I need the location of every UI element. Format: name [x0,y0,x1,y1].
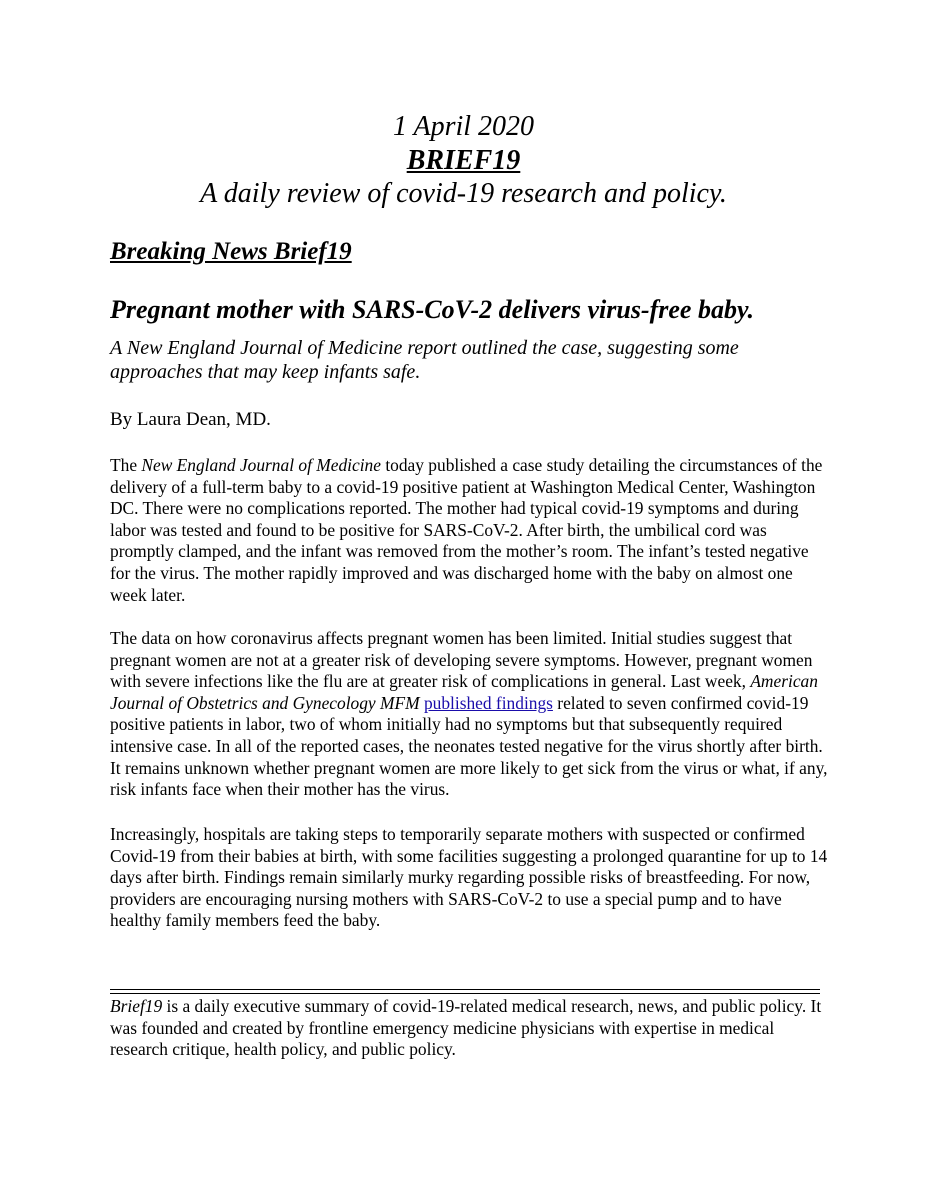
journal-name: American Journal of Obstetrics and Gynecology MFM [110,671,818,713]
article-deck: A New England Journal of Medicine report outlined the case, suggesting some approaches that may keep infants safe. [110,337,739,383]
paragraph-text: The data on how coronavirus affects pregnant women has been limited. Initial studies suggest that pregnant women are not at a greater risk of developing severe symptoms. However, pregnant women with severe infections like the flu are at greater risk of complications in general. Last week, [110,628,813,692]
journal-name: New England Journal of Medicine [141,455,381,475]
article-paragraph-2 [110,628,830,801]
footer-divider [110,989,820,990]
publication-tagline: A daily review of covid-19 research and policy. [200,178,727,209]
footer-divider [110,993,820,994]
footer-brand: Brief19 [110,996,163,1016]
article-paragraph-1 [110,455,830,606]
article-byline: By Laura Dean, MD. [110,409,271,430]
paragraph-text: today published a case study detailing the circumstances of the delivery of a full-term baby to a covid-19 positive patient at Washington Medical Center, Washington DC. There were no complications reported. The mother had typical covid-19 symptoms and during labor was tested and found to be positive for SARS-CoV-2. After birth, the umbilical cord was promptly clamped, and the infant was removed from the mother’s room. The infant’s tested negative for the virus. The mother rapidly improved and was discharged home with the baby on almost one week later. [110,455,823,605]
paragraph-text: related to seven confirmed covid-19 positive patients in labor, two of whom initially had no symptoms but that subsequently required intensive case. In all of the reported cases, the neonates tested negative for the virus shortly after birth. It remains unknown whether pregnant women are more likely to get sick from the virus or what, if any, risk infants face when their mother has the virus. [110,692,828,800]
issue-date: 1 April 2020 [392,111,535,142]
footer-text: is a daily executive summary of covid-19-related medical research, news, and public policy. It was founded and created by frontline emergency medicine physicians with expertise in medical research critique, health policy, and public policy. [110,996,822,1060]
article-paragraph-3: Increasingly, hospitals are taking steps to temporarily separate mothers with suspected or confirmed Covid-19 from their babies at birth, with some facilities suggesting a prolonged quarantine for up to 14 days after birth. Findings remain similarly murky regarding possible risks of breastfeeding. For now, providers are encouraging nursing mothers with SARS-CoV-2 to use a special pump and to have healthy family members feed the baby. [110,824,828,931]
section-title: Breaking News Brief19 [110,238,352,265]
published-findings-link[interactable]: published findings [423,692,553,713]
paragraph-text: The [110,455,142,475]
publication-title: BRIEF19 [406,145,521,176]
article-headline: Pregnant mother with SARS-CoV-2 delivers virus-free baby. [110,295,755,324]
footer-note [110,996,830,1061]
